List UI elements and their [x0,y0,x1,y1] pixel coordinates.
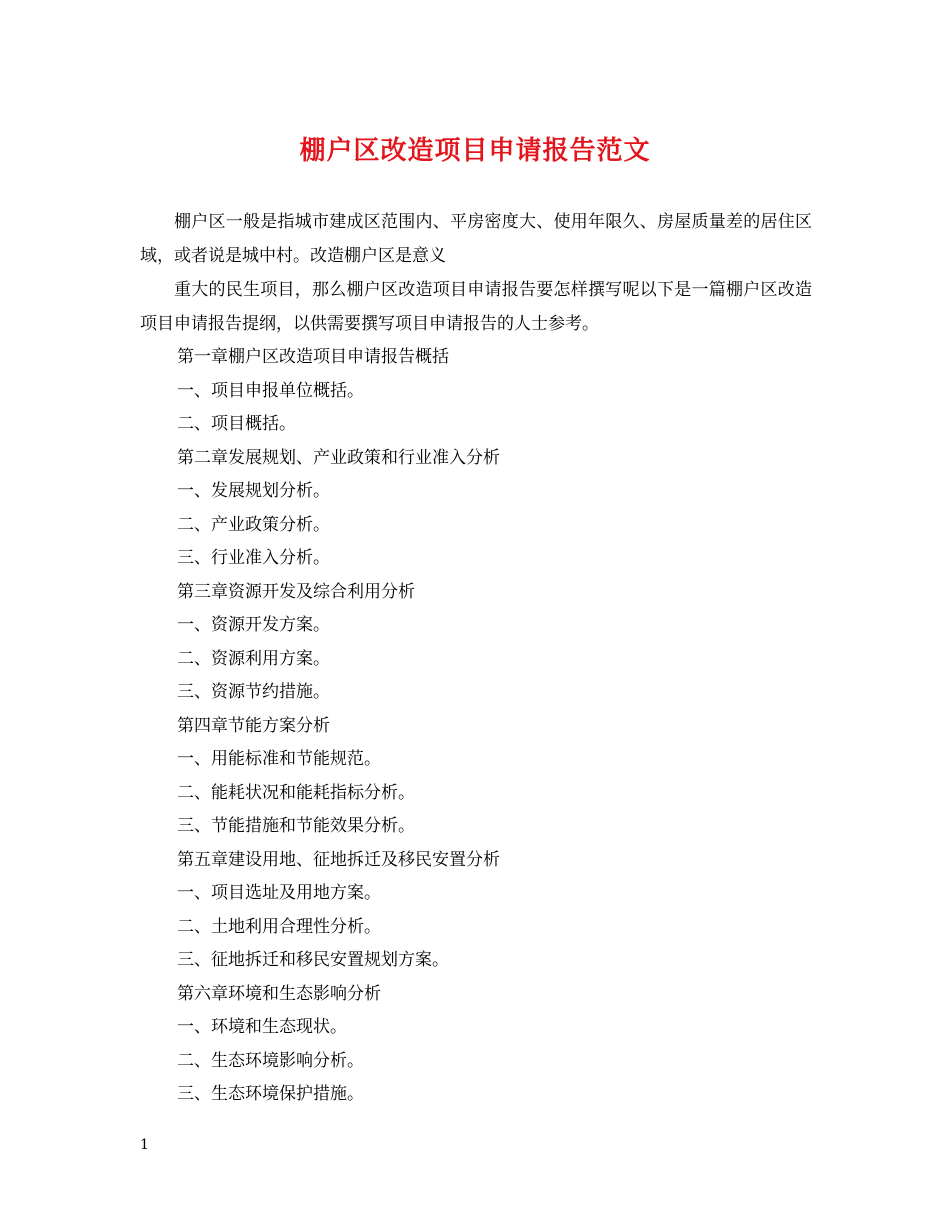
outline-item: 三、节能措施和节能效果分析。 [177,816,415,836]
outline-item: 二、产业政策分析。 [177,514,330,535]
outline-item: 二、项目概括。 [177,414,296,434]
outline-item: 三、征地拆迁和移民安置规划方案。 [177,950,449,970]
outline-chapter: 第三章资源开发及综合利用分析 [177,581,415,602]
outline-item: 一、发展规划分析。 [177,481,330,501]
outline-chapter: 第五章建设用地、征地拆迁及移民安置分析 [177,849,500,870]
document-body [140,205,812,1112]
outline-chapter: 第六章环境和生态影响分析 [177,983,381,1004]
document-title: 棚户区改造项目申请报告范文 [299,136,651,166]
outline-item: 一、环境和生态现状。 [177,1017,347,1037]
outline-item: 二、能耗状况和能耗指标分析。 [177,782,415,803]
outline-chapter: 第一章棚户区改造项目申请报告概括 [177,347,449,367]
intro-paragraph: 棚户区一般是指城市建成区范围内、平房密度大、使用年限久、房屋质量差的居住区域，或者说是城中村。改造棚户区是意义 [140,212,812,266]
outline-item: 三、生态环境保护措施。 [177,1084,364,1104]
outline-item: 三、行业准入分析。 [177,548,330,568]
outline-item: 三、资源节约措施。 [177,682,330,702]
outline-item: 一、项目选址及用地方案。 [177,883,381,903]
outline-item: 一、资源开发方案。 [177,615,330,635]
outline-chapter: 第四章节能方案分析 [177,715,330,736]
outline-item: 二、土地利用合理性分析。 [177,916,381,937]
outline-item: 二、生态环境影响分析。 [177,1050,364,1071]
intro-paragraph: 重大的民生项目，那么棚户区改造项目申请报告要怎样撰写呢以下是一篇棚户区改造项目申请报告提纲，以供需要撰写项目申请报告的人士参考。 [140,280,812,334]
outline-item: 二、资源利用方案。 [177,648,330,669]
outline-chapter: 第二章发展规划、产业政策和行业准入分析 [177,447,500,468]
outline-item: 一、项目申报单位概括。 [177,380,364,401]
outline-item: 一、用能标准和节能规范。 [177,749,381,769]
page-number: 1 [140,1137,149,1153]
